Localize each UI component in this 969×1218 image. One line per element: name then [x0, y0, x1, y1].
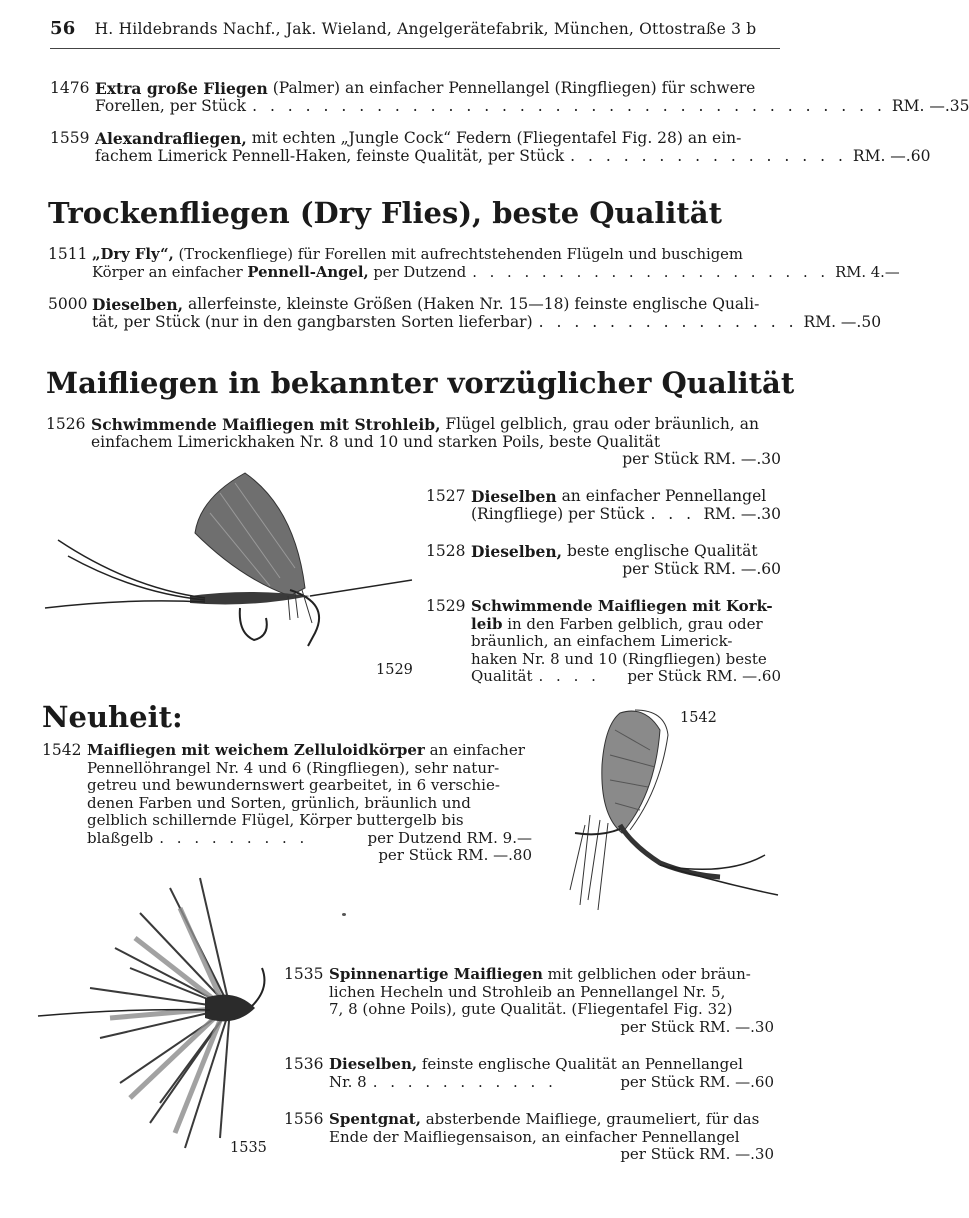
item-number: 1542	[42, 741, 82, 759]
entry-1476: 1476 Extra große Fliegen (Palmer) an einfacher Pennellangel (Ringfliegen) für schwere Forellen, per Stück . . . . . . . . . . . . . . . . . . . . . . . . . . . . . . . . . . . . RM. —.35	[50, 79, 969, 115]
item-description: haken Nr. 8 und 10 (Ringfliegen) beste	[471, 649, 767, 668]
item-price: RM. —.30	[703, 504, 781, 523]
page-header	[50, 18, 762, 48]
mayfly-illustration-1542	[560, 705, 785, 910]
item-number: 1526	[46, 415, 86, 433]
entry-1527: 1527 Dieselben an einfacher Pennellangel (Ringfliege) per Stück . . . RM. —.30	[426, 487, 781, 523]
item-title: Spentgnat,	[329, 1110, 421, 1128]
item-description: 7, 8 (ohne Poils), gute Qualität. (Fliegentafel Fig. 32)	[329, 1000, 733, 1018]
item-description: in den Farben gelblich, grau oder	[502, 614, 763, 633]
item-number: 1527	[426, 487, 466, 505]
section-heading-neuheit: Neuheit:	[42, 700, 183, 734]
item-price: RM. —.50	[803, 312, 882, 331]
item-description: (Palmer) an einfacher Pennellangel (Ringfliegen) für schwere	[267, 79, 756, 97]
item-description: fachem Limerick Pennell-Haken, feinste Qualität, per Stück	[95, 146, 565, 165]
item-title: Dieselben,	[92, 295, 184, 314]
item-description: gelblich schillernde Flügel, Körper buttergelb bis	[87, 811, 464, 829]
item-price: RM. —.35	[891, 96, 969, 115]
item-description: absterbende Maifliege, graumeliert, für das	[420, 1110, 760, 1128]
item-description: Ende der Maifliegensaison, an einfacher Pennellangel	[329, 1127, 740, 1146]
item-title: leib	[471, 614, 503, 633]
entry-1559: 1559 Alexandrafliegen, mit echten „Jungle Cock“ Federn (Fliegentafel Fig. 28) an ein- fachem Limerick Pennell-Haken, feinste Qualität, per Stück . . . . . . . . . . . . . . . . RM. —.60	[50, 129, 931, 165]
item-description: feinste englische Qualität an Pennellangel	[417, 1055, 743, 1073]
item-price: RM. —.60	[852, 146, 931, 165]
item-number: 1536	[284, 1055, 324, 1073]
item-description: mit gelblichen oder bräun-	[542, 965, 751, 983]
paper-speck	[342, 913, 346, 916]
item-title: „Dry Fly“,	[92, 246, 174, 263]
entry-1511: 1511 „Dry Fly“, (Trockenfliege) für Forellen mit aufrechtstehenden Flügeln und buschigem Körper an einfacher Pennell-Angel, per Dutzend . . . . . . . . . . . . . . . . . . . . . RM. 4.—	[48, 245, 900, 281]
item-description: Pennellöhrangel Nr. 4 und 6 (Ringfliegen), sehr natur-	[87, 758, 500, 777]
item-number: 1476	[50, 79, 90, 97]
item-description: beste englische Qualität	[562, 542, 758, 560]
item-title: Dieselben,	[471, 542, 563, 561]
item-description: lichen Hecheln und Strohleib an Pennellangel Nr. 5,	[329, 982, 726, 1001]
entry-1542: 1542 Maifliegen mit weichem Zelluloidkörper an einfacher Pennellöhrangel Nr. 4 und 6 (Ringfliegen), sehr natur- getreu und bewundernswert gearbeitet, in 6 verschie- denen Farben und Sorten, grünlich, bräunlich und gelblich schillernde Flügel, Körper buttergelb bis blaßgelb . . . . . . . . . per Dutzend RM. 9.— per Stück RM. —.80	[42, 741, 532, 864]
item-title: Maifliegen mit weichem Zelluloidkörper	[87, 741, 425, 759]
item-title: Extra große Fliegen	[95, 79, 268, 98]
item-title: Schwimmende Maifliegen mit Strohleib,	[91, 415, 441, 434]
item-price: per Stück RM. —.30	[620, 1017, 774, 1036]
item-number: 1556	[284, 1110, 324, 1128]
item-number: 1535	[284, 965, 324, 983]
figure-label-1529: 1529	[376, 662, 413, 678]
item-price: RM. 4.—	[835, 263, 900, 281]
header-rule	[50, 48, 780, 49]
entry-1529: 1529 Schwimmende Maifliegen mit Kork- leib in den Farben gelblich, grau oder bräunlich, an einfachem Limerick- haken Nr. 8 und 10 (Ringfliegen) beste Qualität . . . . per Stück RM. —.60	[426, 597, 781, 685]
item-description: (Ringfliege) per Stück	[471, 504, 645, 523]
item-description: bräunlich, an einfachem Limerick-	[471, 632, 733, 650]
item-description: getreu und bewundernswert gearbeitet, in 6 verschie-	[87, 776, 500, 794]
item-description: einfachem Limerickhaken Nr. 8 und 10 und starken Poils, beste Qualität	[91, 432, 661, 451]
mayfly-illustration-1529	[40, 468, 420, 653]
item-description: allerfeinste, kleinste Größen (Haken Nr. 15—18) feinste englische Quali-	[183, 295, 760, 313]
item-price: per Stück RM. —.60	[627, 667, 781, 685]
item-price: per Stück RM. —.60	[620, 1072, 774, 1091]
item-number: 1528	[426, 542, 466, 560]
item-description: denen Farben und Sorten, grünlich, bräunlich und	[87, 793, 471, 812]
item-number: 1511	[48, 245, 88, 263]
spider-fly-illustration-1535	[30, 868, 290, 1158]
item-description: Forellen, per Stück	[95, 96, 247, 115]
item-title: Alexandrafliegen,	[95, 129, 247, 148]
item-description: an einfacher	[424, 741, 525, 759]
item-title: Schwimmende Maifliegen mit Kork-	[471, 597, 773, 615]
page-number: 56	[50, 18, 76, 39]
item-description: Nr. 8	[329, 1072, 367, 1091]
item-description: Qualität	[471, 667, 533, 685]
item-description: an einfacher Pennellangel	[556, 487, 767, 505]
section-heading-dry-flies: Trockenfliegen (Dry Flies), beste Qualität	[48, 196, 722, 230]
item-price: per Dutzend RM. 9.—	[367, 828, 532, 847]
item-description: Körper an einfacher	[92, 263, 248, 281]
item-title: Dieselben,	[329, 1055, 418, 1073]
entry-1556	[284, 1111, 774, 1167]
item-description: (Trockenfliege) für Forellen mit aufrechtstehenden Flügeln und buschigem	[173, 246, 743, 263]
entry-5000: 5000 Dieselben, allerfeinste, kleinste Größen (Haken Nr. 15—18) feinste englische Quali- tät, per Stück (nur in den gangbarsten Sorten lieferbar) . . . . . . . . . . . . . . . RM. —.50	[48, 295, 882, 331]
item-description: mit echten „Jungle Cock“ Federn (Fliegentafel Fig. 28) an ein-	[246, 129, 742, 147]
entry-1528	[426, 543, 781, 583]
item-number: 1529	[426, 597, 466, 615]
item-title: Dieselben	[471, 487, 557, 506]
item-emphasis: Pennell-Angel,	[247, 263, 369, 281]
item-price: per Stück RM. —.60	[622, 559, 781, 578]
entry-1536: 1536 Dieselben, feinste englische Qualität an Pennellangel Nr. 8 . . . . . . . . . . . per Stück RM. —.60	[284, 1055, 774, 1091]
section-heading-mayflies: Maifliegen in bekannter vorzüglicher Qualität	[46, 366, 795, 400]
item-price: per Stück RM. —.30	[622, 450, 781, 468]
item-description: Flügel gelblich, grau oder bräunlich, an	[440, 415, 759, 433]
figure-label-1542: 1542	[680, 710, 717, 726]
figure-label-1535: 1535	[230, 1140, 267, 1156]
item-description: tät, per Stück (nur in den gangbarsten Sorten lieferbar)	[92, 312, 533, 331]
item-price: per Stück RM. —.80	[378, 846, 532, 864]
item-number: 1559	[50, 129, 90, 147]
item-title: Spinnenartige Maifliegen	[329, 965, 543, 983]
entry-1535	[284, 966, 774, 1042]
entry-1526	[46, 416, 781, 472]
item-number: 5000	[48, 295, 88, 313]
item-description: per Dutzend	[368, 263, 467, 281]
running-title: H. Hildebrands Nachf., Jak. Wieland, Angelgerätefabrik, München, Ottostraße 3 b	[94, 20, 757, 38]
item-price: per Stück RM. —.30	[620, 1145, 774, 1163]
item-description: blaßgelb	[87, 828, 154, 847]
